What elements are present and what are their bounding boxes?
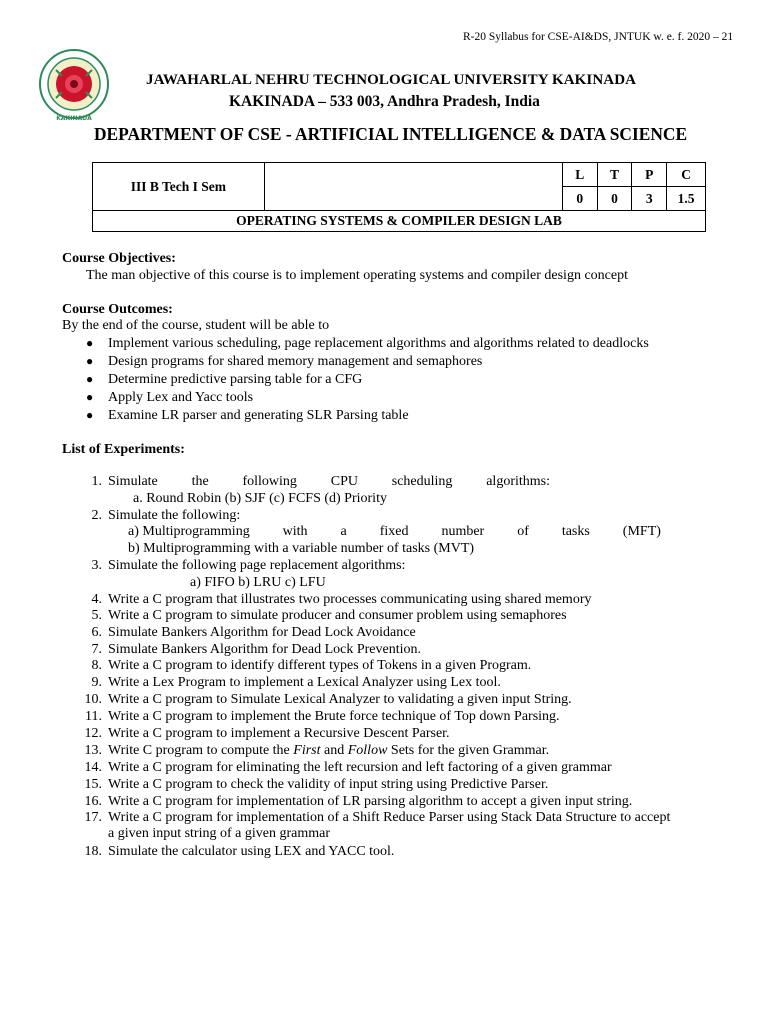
experiment-text: Simulate Bankers Algorithm for Dead Lock Avoidance [108, 625, 416, 640]
word: algorithms: [486, 474, 550, 489]
experiment-number: 4. [91, 592, 102, 607]
word: (MFT) [622, 524, 661, 539]
word: Simulate [108, 474, 158, 489]
experiment-text: Write a C program to implement a Recursive Descent Parser. [108, 726, 450, 741]
header-L: L [562, 163, 597, 187]
list-item: ● Design programs for shared memory management and semaphores [86, 354, 483, 369]
experiments-title: List of Experiments: [62, 442, 185, 457]
experiment-text [108, 743, 549, 759]
experiment-number: 9. [91, 675, 102, 690]
experiment-text: Write a Lex Program to implement a Lexical Analyzer using Lex tool. [108, 675, 501, 690]
experiment-text: Simulate the calculator using LEX and YACC tool. [108, 844, 395, 859]
text-segment: Sets for the given Grammar. [387, 743, 550, 758]
word: fixed [379, 524, 409, 539]
experiment-text: Simulate the following: [108, 508, 241, 523]
list-item: ● Examine LR parser and generating SLR Parsing table [86, 408, 409, 423]
experiment-text: Write a C program for implementation of LR parsing algorithm to accept a given input string. [108, 794, 633, 809]
department-title: DEPARTMENT OF CSE - ARTIFICIAL INTELLIGENCE & DATA SCIENCE [94, 124, 688, 144]
experiment-text: Write a C program to Simulate Lexical Analyzer to validating a given input String. [108, 692, 572, 707]
list-item: ● Determine predictive parsing table for a CFG [86, 372, 363, 387]
course-credit-table [92, 162, 706, 232]
university-logo [36, 48, 112, 124]
experiment-number: 11. [85, 709, 102, 724]
word: a [340, 524, 347, 539]
word: number [441, 524, 485, 539]
experiment-subitem: b) Multiprogramming with a variable number of tasks (MVT) [128, 541, 475, 556]
experiment-number: 8. [91, 658, 102, 673]
experiment-number: 2. [91, 508, 102, 523]
list-item: ● Apply Lex and Yacc tools [86, 390, 254, 405]
header-T: T [597, 163, 632, 187]
experiment-text: Write a C program to implement the Brute force technique of Top down Parsing. [108, 709, 560, 724]
text-segment: Write C program to compute the [108, 743, 294, 758]
outcomes-intro: By the end of the course, student will be able to [62, 318, 330, 333]
word: a) Multiprogramming [128, 524, 250, 539]
value-T: 0 [597, 187, 632, 211]
text-segment: and [320, 743, 348, 758]
value-L: 0 [562, 187, 597, 211]
course-name: OPERATING SYSTEMS & COMPILER DESIGN LAB [93, 211, 706, 232]
experiment-text: Simulate Bankers Algorithm for Dead Lock Prevention. [108, 642, 421, 657]
word: scheduling [391, 474, 453, 489]
experiment-text: Write a C program to simulate producer and consumer problem using semaphores [108, 608, 567, 623]
experiment-number: 12. [84, 726, 102, 741]
experiment-text: Write a C program for implementation of a Shift Reduce Parser using Stack Data Structure to accept [108, 810, 671, 825]
outcomes-title: Course Outcomes: [62, 302, 173, 317]
university-address: KAKINADA – 533 003, Andhra Pradesh, India [229, 93, 540, 110]
word: following [242, 474, 297, 489]
experiment-number: 3. [91, 558, 102, 573]
value-C: 1.5 [667, 187, 706, 211]
experiment-subitem: a) FIFO b) LRU c) LFU [190, 575, 326, 590]
experiment-number: 14. [84, 760, 102, 775]
experiment-number: 15. [84, 777, 102, 792]
word: of [517, 524, 529, 539]
experiment-number: 6. [91, 625, 102, 640]
experiment-number: 1. [91, 474, 102, 489]
running-header: R-20 Syllabus for CSE-AI&DS, JNTUK w. e. f. 2020 – 21 [463, 31, 734, 43]
experiment-number: 17. [84, 810, 102, 825]
experiment-text: Write a C program that illustrates two processes communicating using shared memory [108, 592, 592, 607]
experiment-subitem: a. Round Robin (b) SJF (c) FCFS (d) Priority [133, 491, 387, 506]
experiment-text: Write a C program to check the validity of input string using Predictive Parser. [108, 777, 549, 792]
experiment-text: Write a C program to identify different types of Tokens in a given Program. [108, 658, 532, 673]
word: CPU [330, 474, 358, 489]
experiment-text: Write a C program for eliminating the left recursion and left factoring of a given grammar [108, 760, 612, 775]
experiment-number: 7. [91, 642, 102, 657]
empty-cell [264, 163, 562, 211]
header-P: P [632, 163, 667, 187]
header-C: C [667, 163, 706, 187]
emphasis: First [293, 743, 321, 758]
experiment-number: 13. [84, 743, 102, 758]
value-P: 3 [632, 187, 667, 211]
experiment-number: 10. [84, 692, 102, 707]
word: tasks [561, 524, 590, 539]
experiment-number: 5. [91, 608, 102, 623]
word: with [282, 524, 308, 539]
experiment-subitem [128, 524, 661, 540]
word: the [191, 474, 209, 489]
objectives-text: The man objective of this course is to implement operating systems and compiler design concept [86, 268, 628, 283]
list-item: ● Implement various scheduling, page replacement algorithms and algorithms related to deadlocks [86, 336, 649, 351]
experiment-number: 16. [84, 794, 102, 809]
university-name: JAWAHARLAL NEHRU TECHNOLOGICAL UNIVERSITY KAKINADA [146, 72, 637, 88]
experiment-text-continued: a given input string of a given grammar [108, 826, 330, 841]
objectives-title: Course Objectives: [62, 251, 176, 266]
experiment-text [108, 474, 550, 490]
experiment-text: Simulate the following page replacement algorithms: [108, 558, 406, 573]
emphasis: Follow [347, 743, 388, 758]
experiment-number: 18. [84, 844, 102, 859]
svg-text:KAKINADA: KAKINADA [56, 115, 92, 122]
semester-cell: III B Tech I Sem [93, 163, 265, 211]
